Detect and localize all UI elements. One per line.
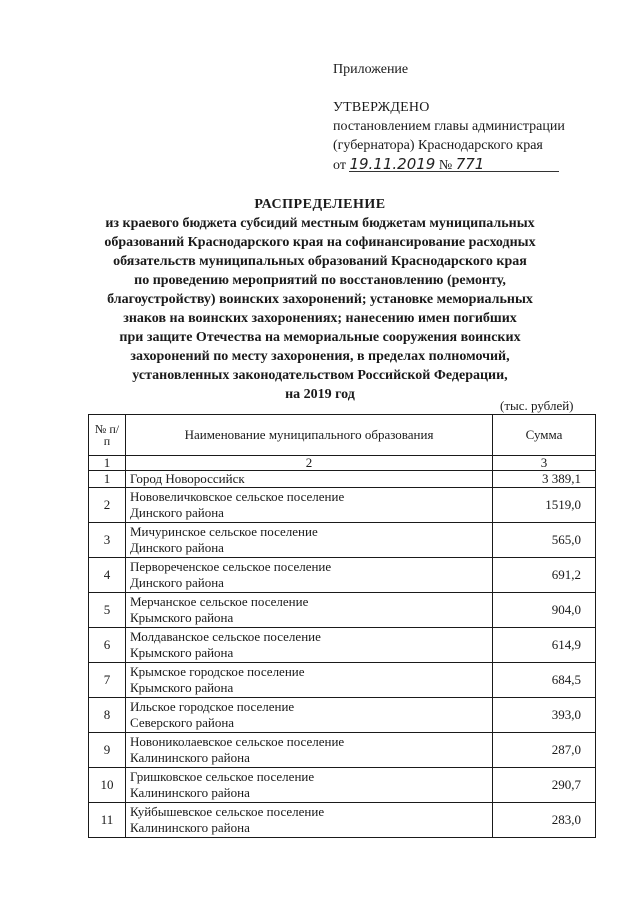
row-sum: 290,7	[493, 768, 596, 803]
row-name	[126, 698, 493, 733]
row-sum: 3 389,1	[493, 471, 596, 488]
approval-line-2: (губернатора) Краснодарского края	[333, 138, 543, 153]
row-number: 10	[89, 768, 126, 803]
table-row	[89, 488, 596, 523]
row-name-line-1: Гришковское сельское поселение	[130, 769, 315, 784]
approval-date: 19.11.2019	[349, 155, 436, 173]
row-name-line-1: Первореченское сельское поселение	[130, 559, 332, 574]
row-number: 9	[89, 733, 126, 768]
title-heading: РАСПРЕДЕЛЕНИЕ	[254, 197, 386, 212]
row-name	[126, 733, 493, 768]
row-number: 4	[89, 558, 126, 593]
row-sum: 691,2	[493, 558, 596, 593]
row-sum: 684,5	[493, 663, 596, 698]
column-number-2: 2	[126, 456, 493, 471]
table-column-numbers	[89, 456, 596, 471]
table-row	[89, 523, 596, 558]
title-line: захоронений по месту захоронения, в пределах полномочий,	[130, 349, 510, 364]
row-number: 2	[89, 488, 126, 523]
row-name	[126, 628, 493, 663]
row-name	[126, 768, 493, 803]
header-sum: Сумма	[493, 415, 596, 456]
row-name	[126, 663, 493, 698]
approval-date-line	[333, 155, 565, 174]
row-name-line-2: Калининского района	[130, 750, 250, 765]
approval-number: 771	[455, 155, 485, 173]
row-name	[126, 593, 493, 628]
row-number: 5	[89, 593, 126, 628]
row-number: 7	[89, 663, 126, 698]
row-name	[126, 471, 493, 488]
row-name	[126, 488, 493, 523]
title-line: из краевого бюджета субсидий местным бюджетам муниципальных	[105, 216, 535, 231]
row-name-line-2: Динского района	[130, 505, 224, 520]
row-sum: 283,0	[493, 803, 596, 838]
row-sum: 393,0	[493, 698, 596, 733]
row-number: 3	[89, 523, 126, 558]
row-name-line-2: Калининского района	[130, 785, 250, 800]
table-row	[89, 768, 596, 803]
title-line: при защите Отечества на мемориальные сооружения воинских	[119, 330, 521, 345]
row-name-line-1: Мерчанское сельское поселение	[130, 594, 309, 609]
row-sum: 904,0	[493, 593, 596, 628]
row-name-line-1: Новониколаевское сельское поселение	[130, 734, 345, 749]
row-name	[126, 803, 493, 838]
column-number-1: 1	[89, 456, 126, 471]
row-number: 1	[89, 471, 126, 488]
row-name	[126, 558, 493, 593]
date-prefix: от	[333, 158, 346, 173]
table-row	[89, 628, 596, 663]
title-line: установленных законодательством Российской Федерации,	[132, 368, 508, 383]
title-line: знаков на воинских захоронениях; нанесению имен погибших	[123, 311, 517, 326]
row-name-line-2: Крымского района	[130, 645, 234, 660]
row-name-line-1: Мичуринское сельское поселение	[130, 524, 318, 539]
document-title	[60, 195, 580, 404]
table-row	[89, 733, 596, 768]
approval-line-1: постановлением главы администрации	[333, 119, 565, 134]
approval-block	[333, 98, 565, 174]
row-number: 6	[89, 628, 126, 663]
row-name-line-2: Крымского района	[130, 680, 234, 695]
approval-title: УТВЕРЖДЕНО	[333, 100, 430, 115]
row-name-line-2: Крымского района	[130, 610, 234, 625]
row-sum: 614,9	[493, 628, 596, 663]
row-name	[126, 523, 493, 558]
row-name-line-1: Ильское городское поселение	[130, 699, 295, 714]
column-number-3: 3	[493, 456, 596, 471]
table-body	[89, 471, 596, 838]
row-number: 8	[89, 698, 126, 733]
distribution-table	[88, 414, 596, 838]
table-row	[89, 698, 596, 733]
row-sum: 565,0	[493, 523, 596, 558]
header-name: Наименование муниципального образования	[126, 415, 493, 456]
row-name-line-2: Динского района	[130, 575, 224, 590]
row-name-line-1: Крымское городское поселение	[130, 664, 305, 679]
table-row	[89, 663, 596, 698]
row-name-line-1: Город Новороссийск	[130, 471, 245, 486]
table-header-row	[89, 415, 596, 456]
units-label: (тыс. рублей)	[500, 398, 574, 413]
row-number: 11	[89, 803, 126, 838]
row-sum: 1519,0	[493, 488, 596, 523]
row-sum: 287,0	[493, 733, 596, 768]
row-name-line-2: Северского района	[130, 715, 235, 730]
table-row	[89, 593, 596, 628]
row-name-line-1: Молдаванское сельское поселение	[130, 629, 321, 644]
table-row	[89, 471, 596, 488]
number-sign: №	[438, 158, 453, 173]
date-underline	[349, 171, 559, 172]
row-name-line-1: Нововеличковское сельское поселение	[130, 489, 345, 504]
header-number: № п/п	[89, 415, 126, 456]
row-name-line-1: Куйбышевское сельское поселение	[130, 804, 325, 819]
appendix-label: Приложение	[333, 62, 409, 77]
title-line: образований Краснодарского края на софинансирование расходных	[104, 235, 536, 250]
title-line: обязательств муниципальных образований Краснодарского края	[113, 254, 527, 269]
table-row	[89, 803, 596, 838]
title-line: по проведению мероприятий по восстановлению (ремонту,	[134, 273, 506, 288]
table-row	[89, 558, 596, 593]
title-lines	[60, 214, 580, 404]
title-line: на 2019 год	[285, 387, 355, 402]
row-name-line-2: Калининского района	[130, 820, 250, 835]
row-name-line-2: Динского района	[130, 540, 224, 555]
title-line: благоустройству) воинских захоронений; установке мемориальных	[107, 292, 533, 307]
